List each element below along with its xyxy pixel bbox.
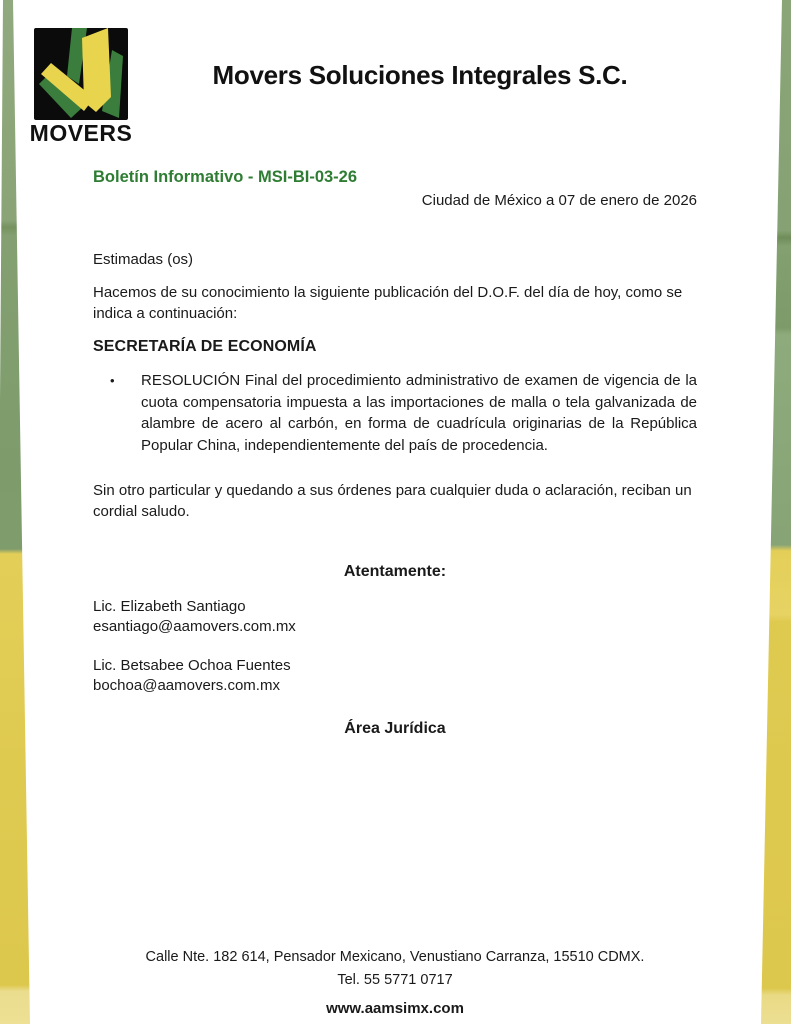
signatory-email: esantiago@aamovers.com.mx xyxy=(93,618,296,635)
closing-paragraph: Sin otro particular y quedando a sus órdenes para cualquier duda o aclaración, reciban un cordial saludo. xyxy=(93,482,692,520)
signoff: Atentamente: xyxy=(343,563,447,580)
signatory-email: bochoa@aamovers.com.mx xyxy=(93,677,280,694)
company-logo xyxy=(26,28,136,145)
bullet-text: RESOLUCIÓN Final del procedimiento administrativo de examen de vigencia de la cuota compensatoria impuesta a las importaciones de malla o tela galvanizada de alambre de acero al carbón, en forma de cuadrícula originarias de la República Popular China, independientemente del país de procedencia. xyxy=(141,372,697,454)
page-title: Movers Soluciones Integrales S.C. xyxy=(212,60,628,90)
right-accent-bar xyxy=(751,0,791,1024)
section-heading: SECRETARÍA DE ECONOMÍA xyxy=(93,338,317,355)
salutation: Estimadas (os) xyxy=(93,251,194,268)
intro-paragraph: Hacemos de su conocimiento la siguiente publicación del D.O.F. del día de hoy, como se indica a continuación: xyxy=(93,284,683,322)
logo-wordmark: MOVERS xyxy=(29,120,133,146)
signatory-name: Lic. Betsabee Ochoa Fuentes xyxy=(93,657,291,674)
footer-website: www.aamsimx.com xyxy=(326,1000,464,1017)
date-line: Ciudad de México a 07 de enero de 2026 xyxy=(421,192,697,209)
bullet-marker: • xyxy=(110,373,115,388)
bulletin-heading: Boletín Informativo - MSI-BI-03-26 xyxy=(93,168,358,186)
department-label: Área Jurídica xyxy=(344,720,446,737)
logo-v-icon xyxy=(34,28,128,120)
signature-block xyxy=(93,597,697,637)
left-accent-bar xyxy=(0,0,40,1024)
footer-address: Calle Nte. 182 614, Pensador Mexicano, Venustiano Carranza, 15510 CDMX. xyxy=(145,949,645,965)
bullet-item xyxy=(93,370,697,456)
signatory-name: Lic. Elizabeth Santiago xyxy=(93,598,246,615)
footer-phone: Tel. 55 5771 0717 xyxy=(337,972,453,988)
signature-block xyxy=(93,656,697,696)
